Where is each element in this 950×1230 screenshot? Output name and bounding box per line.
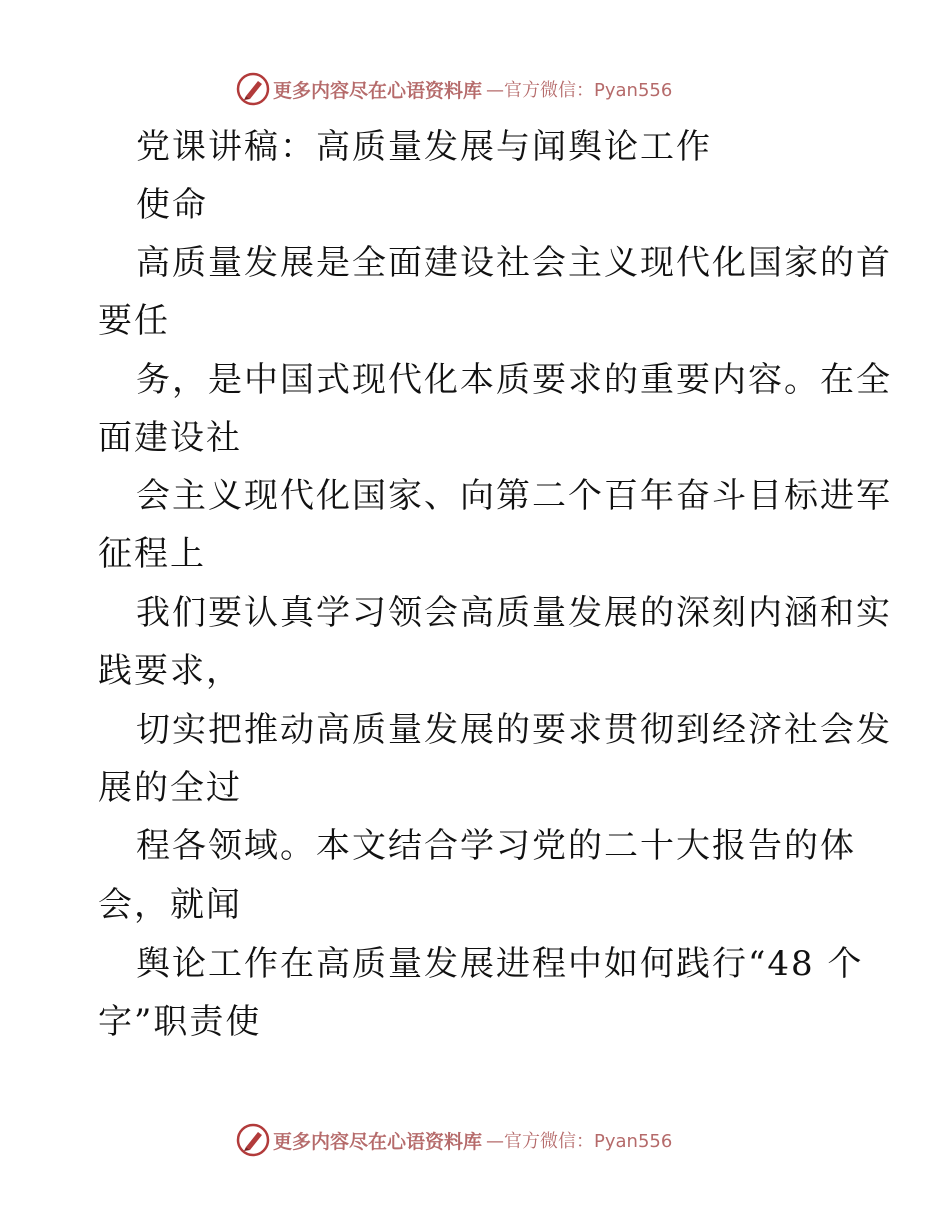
footer-watermark [236,1123,672,1157]
watermark-brand: 更多内容尽在心语资料库 [273,1130,483,1153]
text-line: 高质量发展是全面建设社会主义现代化国家的首 [136,243,892,283]
document-title: 党课讲稿：高质量发展与闻舆论工作 [136,127,712,167]
watermark-contact: —官方微信：Pyan556 [486,1131,673,1152]
header-watermark [236,72,672,106]
text-line: 我们要认真学习领会高质量发展的深刻内涵和实 [136,593,892,633]
pen-logo-icon [236,1123,270,1157]
text-line: 切实把推动高质量发展的要求贯彻到经济社会发 [136,710,892,750]
text-line: 使命 [136,185,208,225]
text-line: 征程上 [98,534,206,574]
watermark-contact: —官方微信：Pyan556 [486,80,673,101]
text-line: 字”职责使 [98,1002,262,1042]
text-line: 展的全过 [98,768,242,808]
text-line: 会，就闻 [98,885,242,925]
text-line: 践要求， [98,651,242,691]
watermark-brand: 更多内容尽在心语资料库 [273,79,483,102]
pen-logo-icon [236,72,270,106]
text-line: 程各领域。本文结合学习党的二十大报告的体 [136,826,856,866]
text-line: 务，是中国式现代化本质要求的重要内容。在全 [136,360,892,400]
text-line: 面建设社 [98,418,242,458]
text-line: 要任 [98,301,170,341]
text-line: 舆论工作在高质量发展进程中如何践行“48 个 [136,944,864,984]
text-line: 会主义现代化国家、向第二个百年奋斗目标进军 [136,476,892,516]
